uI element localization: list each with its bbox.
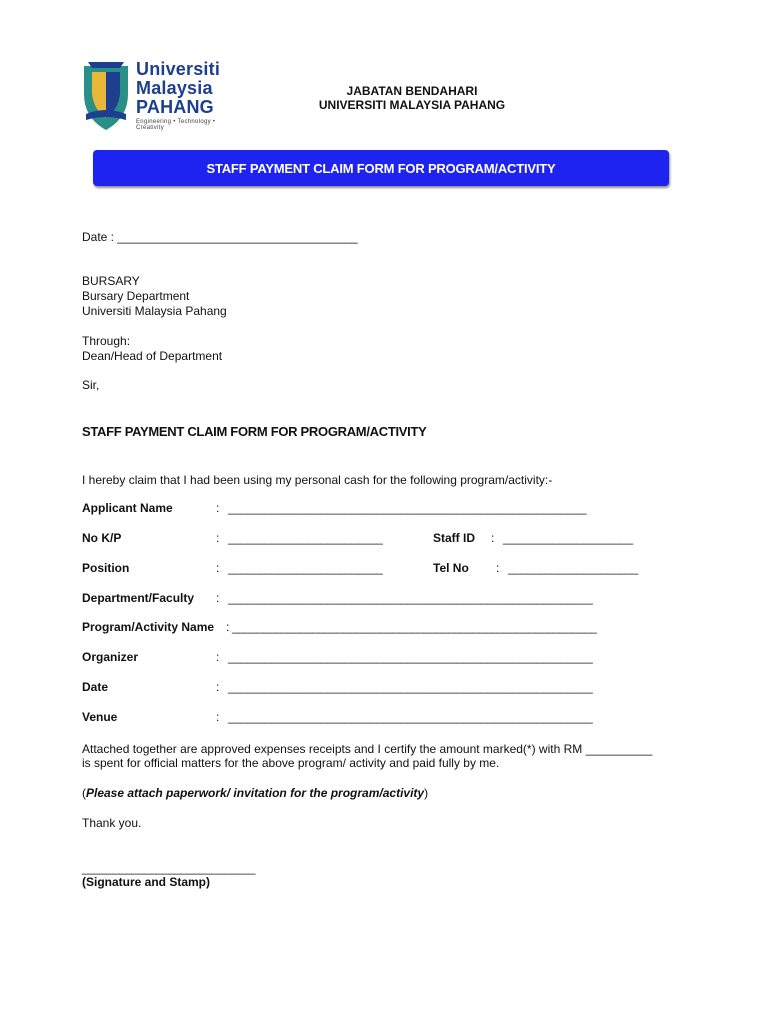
no-kp-field[interactable]: _________________________ <box>228 531 383 545</box>
staff-id-field[interactable]: _____________________ <box>503 531 633 545</box>
no-kp-label: No K/P <box>82 531 122 545</box>
department-colon: : <box>216 591 220 605</box>
letter-subject: STAFF PAYMENT CLAIM FORM FOR PROGRAM/ACTIVITY <box>82 424 427 439</box>
applicant-name-field[interactable]: __________________________________________________________ <box>228 501 587 515</box>
applicant-name-colon: : <box>216 501 220 515</box>
no-kp-colon: : <box>216 531 220 545</box>
salutation: Sir, <box>82 378 100 392</box>
address-university: Universiti Malaysia Pahang <box>82 304 227 318</box>
attach-note-open: ( <box>82 786 86 800</box>
tel-no-label: Tel No <box>433 561 469 575</box>
department-label: Department/Faculty <box>82 591 195 605</box>
logo-wordmark-line-1: Universiti <box>136 59 221 79</box>
program-name-label: Program/Activity Name <box>82 620 215 634</box>
tel-no-field[interactable]: _____________________ <box>508 561 638 575</box>
university-crest-icon <box>80 58 132 132</box>
position-field[interactable]: _________________________ <box>228 561 383 575</box>
venue-colon: : <box>216 710 220 724</box>
form-title: STAFF PAYMENT CLAIM FORM FOR PROGRAM/ACTIVITY <box>206 160 556 176</box>
organizer-colon: : <box>216 650 220 664</box>
address-bursary: BURSARY <box>82 274 140 288</box>
program-date-colon: : <box>216 680 220 694</box>
closing-thanks: Thank you. <box>82 816 142 830</box>
organizer-label: Organizer <box>82 650 139 664</box>
signature-field[interactable]: ____________________________ <box>82 861 255 875</box>
organizer-field[interactable]: ___________________________________________________________ <box>228 650 593 664</box>
logo-wordmark-line-3: PAHANG <box>136 97 214 117</box>
program-name-field[interactable]: ___________________________________________________________ <box>232 620 597 634</box>
program-date-field[interactable]: ___________________________________________________________ <box>228 680 593 694</box>
through-recipient: Dean/Head of Department <box>82 349 223 363</box>
certify-line-1: Attached together are approved expenses receipts and I certify the amount marked(*) with RM __________ <box>82 742 653 756</box>
address-department: Bursary Department <box>82 289 190 303</box>
logo-wordmark-line-2: Malaysia <box>136 78 213 98</box>
attach-note-text: Please attach paperwork/ invitation for the program/activity <box>86 786 425 800</box>
tel-no-colon: : <box>496 561 500 575</box>
department-field[interactable]: ___________________________________________________________ <box>228 591 593 605</box>
applicant-name-label: Applicant Name <box>82 501 173 515</box>
department-heading: JABATAN BENDAHARI <box>346 84 478 98</box>
logo-tagline: Engineering • Technology • Creativity <box>136 119 216 131</box>
university-logo <box>80 58 230 134</box>
university-heading: UNIVERSITI MALAYSIA PAHANG <box>318 98 506 112</box>
through-label: Through: <box>82 334 131 348</box>
attach-note <box>82 786 428 801</box>
form-title-banner <box>93 150 669 186</box>
claim-intro: I hereby claim that I had been using my personal cash for the following program/activity:- <box>82 473 553 487</box>
staff-id-colon: : <box>491 531 495 545</box>
attach-note-close: ) <box>424 786 429 800</box>
program-date-label: Date <box>82 680 109 694</box>
venue-label: Venue <box>82 710 118 724</box>
program-name-colon: : <box>226 620 230 634</box>
date-line: Date : ____________________________________ <box>82 230 358 244</box>
venue-field[interactable]: ___________________________________________________________ <box>228 710 593 724</box>
position-colon: : <box>216 561 220 575</box>
signature-label: (Signature and Stamp) <box>82 875 211 889</box>
staff-id-label: Staff ID <box>433 531 475 545</box>
position-label: Position <box>82 561 130 575</box>
certify-line-2: is spent for official matters for the above program/ activity and paid fully by me. <box>82 756 500 770</box>
